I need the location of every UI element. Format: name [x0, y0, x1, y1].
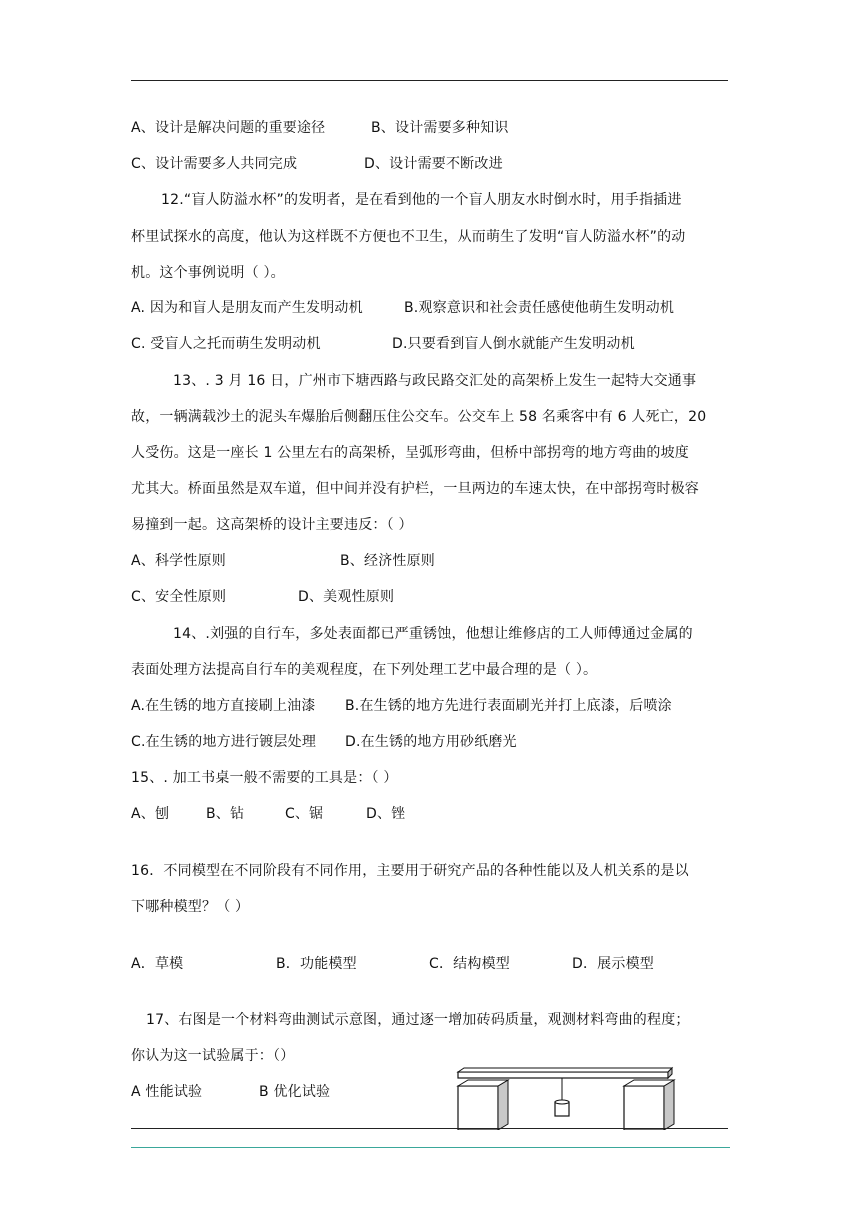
q16-stem-line1: 16．不同模型在不同阶段有不同作用，主要用于研究产品的各种性能以及人机关系的是以: [131, 863, 689, 879]
footer-rule: [131, 1128, 728, 1129]
q13-stem-line3: 人受伤。这是一座长 1 公里左右的高架桥，呈弧形弯曲，但桥中部拐弯的地方弯曲的坡度: [131, 445, 690, 461]
test-beam: [458, 1068, 672, 1078]
q17-option-a: A 性能试验: [131, 1084, 203, 1100]
q16-option-b: B．功能模型: [276, 956, 357, 972]
q12-option-a: A. 因为和盲人是朋友而产生发明动机: [131, 300, 363, 316]
q13-stem-line1: 13、. 3 月 16 日，广州市下塘西路与政民路交汇处的高架桥上发生一起特大交通事: [173, 373, 697, 389]
q15-option-b: B、钻: [206, 806, 245, 822]
q14-option-a: A.在生锈的地方直接刷上油漆: [131, 698, 316, 714]
q12-stem-line2: 杯里试探水的高度，他认为这样既不方便也不卫生，从而萌生了发明“盲人防溢水杯”的动: [131, 229, 686, 245]
q13-option-d: D、美观性原则: [298, 589, 395, 605]
q14-stem-line2: 表面处理方法提高自行车的美观程度，在下列处理工艺中最合理的是（ ）。: [131, 662, 598, 678]
q12-stem-line1: 12.“盲人防溢水杯”的发明者，是在看到他的一个盲人朋友水时倒水时，用手指插进: [161, 192, 682, 208]
q14-option-b: B.在生锈的地方先进行表面刷光并打上底漆，后喷涂: [345, 698, 672, 714]
q17-option-b: B 优化试验: [259, 1084, 331, 1100]
q13-option-b: B、经济性原则: [340, 553, 436, 569]
bending-test-figure: [454, 1066, 680, 1130]
q11-option-b: B、设计需要多种知识: [371, 120, 509, 136]
q14-stem-line1: 14、.刘强的自行车，多处表面都已严重锈蚀，他想让维修店的工人师傅通过金属的: [173, 626, 693, 642]
left-support-block: [458, 1080, 508, 1130]
q14-option-d: D.在生锈的地方用砂纸磨光: [345, 734, 517, 750]
q15-option-d: D、锉: [366, 806, 406, 822]
q17-stem-line1: 17、右图是一个材料弯曲测试示意图，通过逐一增加砖码质量，观测材料弯曲的程度；: [146, 1012, 690, 1028]
q16-option-c: C．结构模型: [429, 956, 510, 972]
header-rule: [131, 80, 728, 81]
q15-option-a: A、刨: [131, 806, 170, 822]
q17-stem-line2: 你认为这一试验属于：（）: [131, 1048, 295, 1064]
q12-option-b: B.观察意识和社会责任感使他萌生发明动机: [404, 300, 675, 316]
q16-option-d: D．展示模型: [572, 956, 654, 972]
q13-stem-line2: 故，一辆满载沙土的泥头车爆胎后侧翻压住公交车。公交车上 58 名乘客中有 6 人死亡，20: [131, 409, 707, 425]
q11-option-c: C、设计需要多人共同完成: [131, 156, 298, 172]
footer-accent-rule: [131, 1147, 730, 1148]
q16-stem-line2: 下哪种模型？（ ）: [131, 899, 250, 915]
q12-stem-line3: 机。这个事例说明（ ）。: [131, 265, 285, 281]
q14-option-c: C.在生锈的地方进行镀层处理: [131, 734, 317, 750]
q11-option-d: D、设计需要不断改进: [364, 156, 503, 172]
q13-stem-line5: 易撞到一起。这高架桥的设计主要违反：（ ）: [131, 517, 413, 533]
q13-option-a: A、科学性原则: [131, 553, 226, 569]
q12-option-d: D.只要看到盲人倒水就能产生发明动机: [392, 336, 635, 352]
q16-option-a: A．草模: [131, 956, 184, 972]
q11-option-a: A、设计是解决问题的重要途径: [131, 120, 326, 136]
q15-stem: 15、. 加工书桌一般不需要的工具是：（ ）: [131, 770, 398, 786]
right-support-block: [624, 1080, 674, 1130]
hanging-weight: [555, 1078, 569, 1116]
q13-option-c: C、安全性原则: [131, 589, 227, 605]
q15-option-c: C、锯: [285, 806, 324, 822]
q12-option-c: C. 受盲人之托而萌生发明动机: [131, 336, 321, 352]
q13-stem-line4: 尤其大。桥面虽然是双车道，但中间并没有护栏，一旦两边的车速太快，在中部拐弯时极容: [131, 481, 699, 497]
